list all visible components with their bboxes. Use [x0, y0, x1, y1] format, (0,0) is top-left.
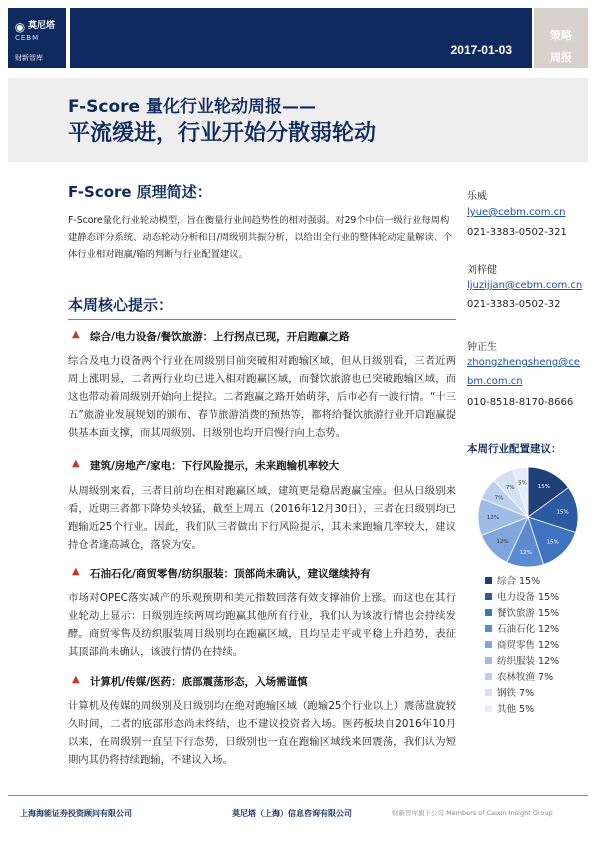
legend-item: [485, 591, 559, 605]
allocation-pie-chart: [473, 462, 583, 572]
analyst-1-phone: 021-3383-0502-321: [467, 227, 567, 238]
tip-3-heading: 石油石化/商贸零售/纺织服装：顶部尚未确认，建议继续持有: [90, 568, 371, 580]
tip-2-heading: 建筑/房地产/家电：下行风险提示，未来跑输机率较大: [90, 460, 340, 472]
legend-item: [485, 671, 553, 685]
logo-chinese-name: 莫尼塔: [28, 21, 56, 31]
pie-slice-label: 5%: [518, 480, 527, 487]
footer-company-2: 莫尼塔（上海）信息咨询有限公司: [232, 809, 352, 818]
pie-slice-label: 12%: [519, 549, 532, 556]
bullet-icon: ▲: [72, 674, 80, 685]
pie-slice-label: 15%: [546, 539, 559, 546]
principle-heading: F-Score 原理简述：: [68, 183, 212, 201]
legend-swatch: [485, 593, 492, 600]
legend-label: 农林牧渔 7%: [497, 672, 554, 683]
footer-company-1: 上海海能证券投资顾问有限公司: [20, 809, 132, 818]
logo-english-name: CEBM: [15, 34, 40, 42]
legend-label: 综合 15%: [497, 576, 541, 587]
legend-swatch: [485, 705, 492, 712]
tip-1-body: 综合及电力设备两个行业在周级别目前突破相对跑输区域，但从日级别看，三者近两周上涨明显，二者两行业均已进入相对跑赢区域，而餐饮旅游也已突破跑输区域，而这也带动着周级别开始向上提拉。二者跑赢之路开始萌芽，后市必有一波行情。“十三五”旅游业发展规划的颁布、春节旅游消费的预热等，都将给餐饮旅游行业开启跑赢提供基本面支撑，而其周级别、日级别也均开启慢行向上态势。: [68, 355, 456, 439]
analyst-1-email[interactable]: lyue@cebm.com.cn: [467, 207, 566, 218]
legend-swatch: [485, 625, 492, 632]
analyst-2-name: 刘梓健: [467, 265, 497, 276]
legend-item: [485, 655, 559, 669]
legend-item: [485, 639, 559, 653]
pie-slice-label: 12%: [496, 538, 509, 545]
tip-1-heading: 综合/电力设备/餐饮旅游：上行拐点已现，开启跑赢之路: [90, 331, 350, 343]
footer-group-note: 财新智库旗下公司 Members of Caixin Insight Group: [392, 809, 553, 817]
bullet-icon: ▲: [72, 329, 80, 340]
principle-body: F-Score量化行业轮动模型，旨在衡量行业间趋势性的相对强弱。对29个中信一级行业每周构建静态评分系统、动态轮动分析和日/周级别共振分析，以给出全行业的整体轮动定量解读、个体行业相对跑赢/输的判断与行业配置建议。: [68, 215, 453, 260]
analyst-2-email[interactable]: ljuzijjan@cebm.com.cn: [467, 280, 583, 291]
report-subtitle: F-Score 量化行业轮动周报——: [68, 97, 316, 117]
legend-label: 纺织服装 12%: [497, 656, 560, 667]
analyst-3-email[interactable]: zhongzhengsheng@ce: [467, 357, 580, 368]
legend-swatch: [485, 673, 492, 680]
legend-swatch: [485, 609, 492, 616]
legend-label: 其他 5%: [497, 704, 535, 715]
analyst-2-phone: 021-3383-0502-32: [467, 299, 561, 310]
header-bar: [70, 8, 532, 68]
bullet-icon: ▲: [72, 458, 80, 469]
legend-label: 钢铁 7%: [497, 688, 535, 699]
legend-swatch: [485, 657, 492, 664]
pie-slice-label: 15%: [556, 509, 569, 516]
footer-divider: [8, 795, 588, 796]
tip-3-body: 市场对OPEC落实减产的乐观预期和美元指数回落有效支撑油价上涨。而这也在其行业轮动上显示：日级别连续两周均跑赢其他所有行业，我们认为该波行情也会持续发酵。商贸零售及纺织服装周日级别均在跑赢区域，且均呈走平或平稳上升趋势，表征其顶部尚未确认，该波行情仍在持续。: [68, 592, 456, 658]
tip-4-heading: 计算机/传媒/医药：底部震荡形态，入场需谨慎: [90, 676, 308, 688]
logo-mark-icon: ◉: [14, 20, 26, 34]
legend-swatch: [485, 577, 492, 584]
legend-item: [485, 623, 559, 637]
analyst-3-phone: 010-8518-8170-8666: [467, 397, 574, 408]
report-date: 2017-01-03: [450, 43, 512, 57]
legend-swatch: [485, 641, 492, 648]
legend-label: 电力设备 15%: [497, 592, 560, 603]
report-title: 平流缓进，行业开始分散弱轮动: [68, 121, 377, 146]
report-type-line1: 策略: [550, 29, 572, 42]
allocation-title: 本周行业配置建议：: [467, 443, 562, 455]
report-type-line2: 周报: [550, 51, 572, 64]
tip-2-body: 从周级别来看，三者目前均在相对跑赢区域，建筑更是稳居跑赢宝座。但从日级别来看，近期三者都下降势头较猛，截至上周五（2016年12月30日），三者在日级别均已跑输近25个行业。因此，我们队三者做出下行风险提示，其未来跑输几率较大，建议持仓者逢高减仓，落袋为安。: [68, 485, 456, 551]
legend-item: [485, 703, 534, 717]
legend-item: [485, 607, 559, 621]
legend-item: [485, 575, 540, 589]
analyst-3-email-cont[interactable]: bm.com.cn: [467, 376, 523, 387]
legend-label: 石油石化 12%: [497, 624, 560, 635]
legend-swatch: [485, 689, 492, 696]
core-divider: [68, 319, 456, 320]
pie-slice-label: 7%: [494, 495, 504, 502]
legend-label: 餐饮旅游 15%: [497, 608, 560, 619]
pie-slice-label: 15%: [537, 483, 551, 490]
bullet-icon: ▲: [72, 566, 80, 577]
analyst-3-name: 钟正生: [467, 342, 497, 353]
tip-4-body: 计算机及传媒的周级别及日级别均在绝对跑输区域（跑输25个行业以上）震荡盘旋较久时间，二者的底部形态尚未终结，也不建议投资者入场。医药板块自2016年10月以来，在周级别一直呈下行态势，日级别也一直在跑输区域线来回震荡，我们认为短期内其仍将持续跑输，不建议入场。: [68, 700, 456, 766]
pie-slice-label: 12%: [486, 515, 500, 521]
legend-label: 商贸零售 12%: [497, 640, 560, 651]
legend-item: [485, 687, 534, 701]
analyst-1-name: 乐威: [467, 191, 487, 202]
core-heading: 本周核心提示：: [68, 296, 174, 314]
pie-slice-label: 7%: [505, 484, 515, 491]
logo-subtitle: 财新智库: [15, 54, 43, 62]
